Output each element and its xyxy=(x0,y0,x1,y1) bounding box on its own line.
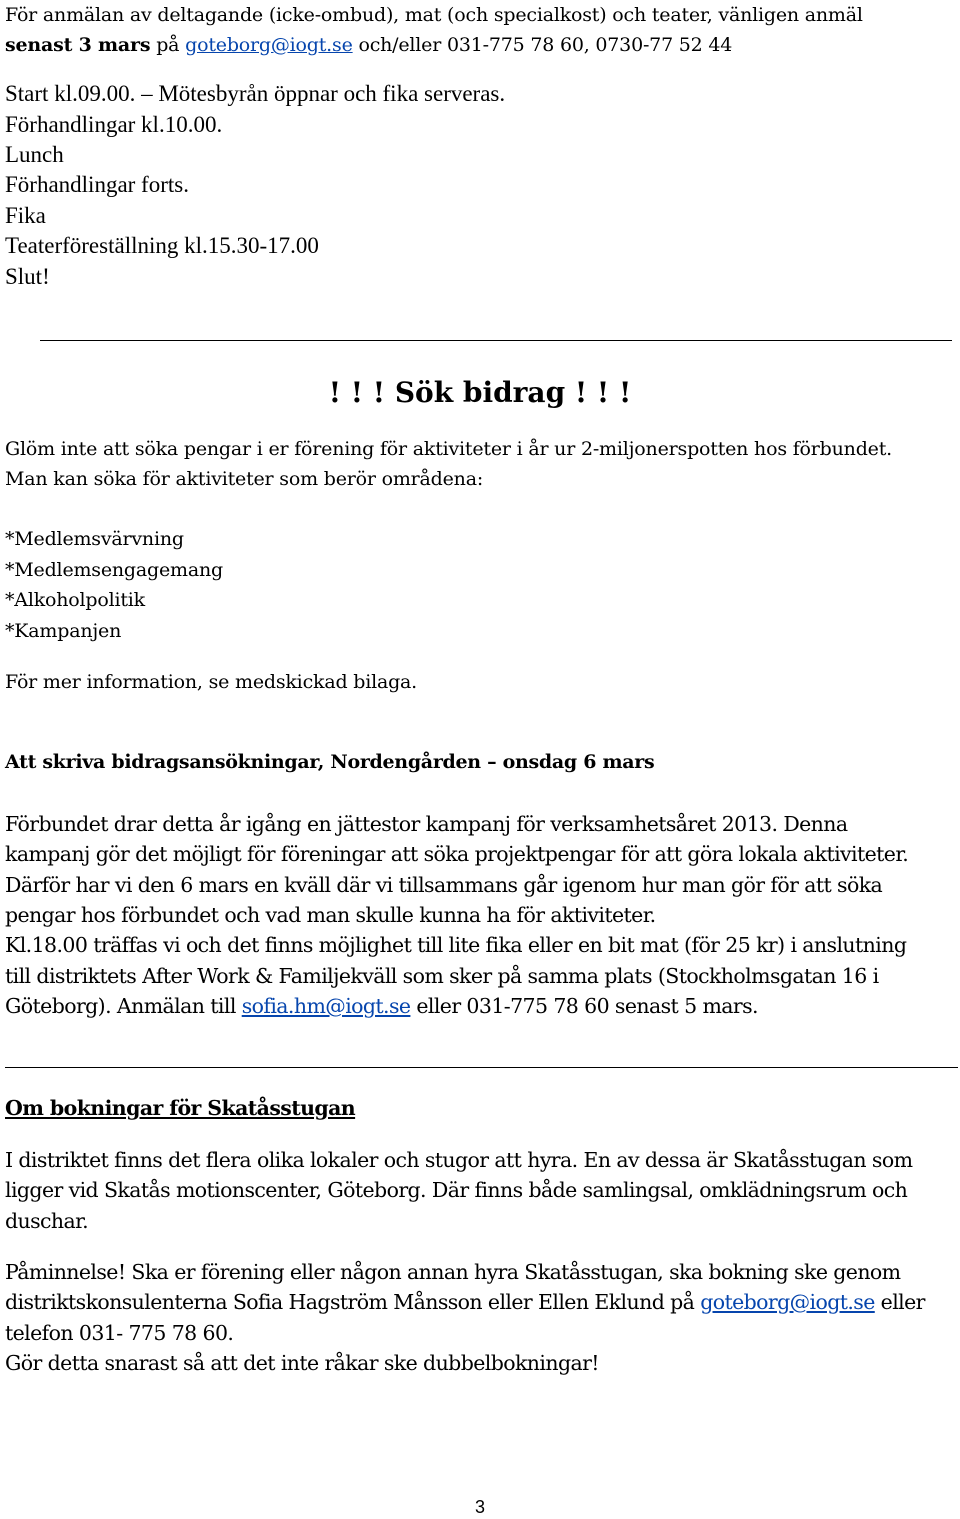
schedule-item-start: Start kl.09.00. – Mötesbyrån öppnar och fika serveras. xyxy=(5,81,506,106)
workshop-line: Därför har vi den 6 mars en kväll där vi tillsammans går igenom hur man gör för att söka xyxy=(5,873,883,897)
registration-email-link[interactable]: goteborg@iogt.se xyxy=(185,34,353,56)
schedule-item-negotiations-cont: Förhandlingar forts. xyxy=(5,172,189,197)
booking-reminder-line: Påminnelse! Ska er förening eller någon annan hyra Skatåsstugan, ska bokning ske genom xyxy=(5,1260,901,1284)
registration-deadline: senast 3 mars xyxy=(5,34,151,56)
workshop-line: Kl.18.00 träffas vi och det finns möjlighet till lite fika eller en bit mat (för 25 kr) i anslutning xyxy=(5,933,907,957)
grant-area-item: *Medlemsengagemang xyxy=(5,559,223,581)
booking-email-link[interactable]: goteborg@iogt.se xyxy=(700,1290,875,1314)
grant-area-item: *Medlemsvärvning xyxy=(5,528,184,550)
workshop-line: Förbundet drar detta år igång en jättestor kampanj för verksamhetsåret 2013. Denna xyxy=(5,812,848,836)
booking-line: duschar. xyxy=(5,1209,89,1233)
workshop-email-link[interactable]: sofia.hm@iogt.se xyxy=(241,994,411,1018)
workshop-line: till distriktets After Work & Familjekväll som sker på samma plats (Stockholmsgatan 16 i xyxy=(5,964,879,988)
workshop-heading: Att skriva bidragsansökningar, Nordengården – onsdag 6 mars xyxy=(5,751,655,773)
workshop-line: kampanj gör det möjligt för föreningar att söka projektpengar för att göra lokala aktiviteter. xyxy=(5,842,909,866)
booking-contact-or: eller xyxy=(874,1290,925,1314)
booking-warning-line: Gör detta snarast så att det inte råkar ske dubbelbokningar! xyxy=(5,1351,599,1375)
booking-line: I distriktet finns det flera olika lokaler och stugor att hyra. En av dessa är Skatåsstugan som xyxy=(5,1148,913,1172)
grant-intro-line-1: Glöm inte att söka pengar i er förening för aktiviteter i år ur 2-miljonerspotten hos förbundet. xyxy=(5,438,892,460)
grant-more-info: För mer information, se medskickad bilaga. xyxy=(5,671,418,693)
registration-phone: och/eller 031-775 78 60, 0730-77 52 44 xyxy=(352,34,733,56)
booking-phone-line: telefon 031- 775 78 60. xyxy=(5,1321,234,1345)
schedule-item-fika: Fika xyxy=(5,203,46,228)
booking-line: ligger vid Skatås motionscenter, Göteborg. Där finns både samlingsal, omklädningsrum och xyxy=(5,1178,908,1202)
grant-area-item: *Alkoholpolitik xyxy=(5,589,145,611)
schedule-item-end: Slut! xyxy=(5,264,50,289)
page-number: 3 xyxy=(474,1497,485,1517)
grant-intro-line-2: Man kan söka för aktiviteter som berör områdena: xyxy=(5,468,484,490)
workshop-line-last xyxy=(5,991,758,1021)
schedule-item-lunch: Lunch xyxy=(5,142,64,167)
grant-area-item: *Kampanjen xyxy=(5,620,122,642)
booking-reminder-line xyxy=(5,1287,925,1317)
section-divider xyxy=(5,1067,958,1068)
section-divider xyxy=(40,340,952,341)
schedule-item-theater: Teaterföreställning kl.15.30-17.00 xyxy=(5,233,319,258)
workshop-line: pengar hos förbundet och vad man skulle kunna ha för aktiviteter. xyxy=(5,903,656,927)
schedule-item-negotiations: Förhandlingar kl.10.00. xyxy=(5,112,223,137)
booking-contact-text: distriktskonsulenterna Sofia Hagström Månsson eller Ellen Eklund på xyxy=(5,1290,701,1314)
booking-heading: Om bokningar för Skatåsstugan xyxy=(5,1096,356,1120)
registration-line-1: För anmälan av deltagande (icke-ombud), mat (och specialkost) och teater, vänligen anmäl xyxy=(5,4,863,26)
registration-pa: på xyxy=(150,34,186,56)
registration-line-2 xyxy=(5,30,732,60)
grant-heading: ! ! ! Sök bidrag ! ! ! xyxy=(328,376,632,409)
workshop-registration-text: Göteborg). Anmälan till xyxy=(5,994,242,1018)
workshop-registration-deadline: eller 031-775 78 60 senast 5 mars. xyxy=(410,994,758,1018)
